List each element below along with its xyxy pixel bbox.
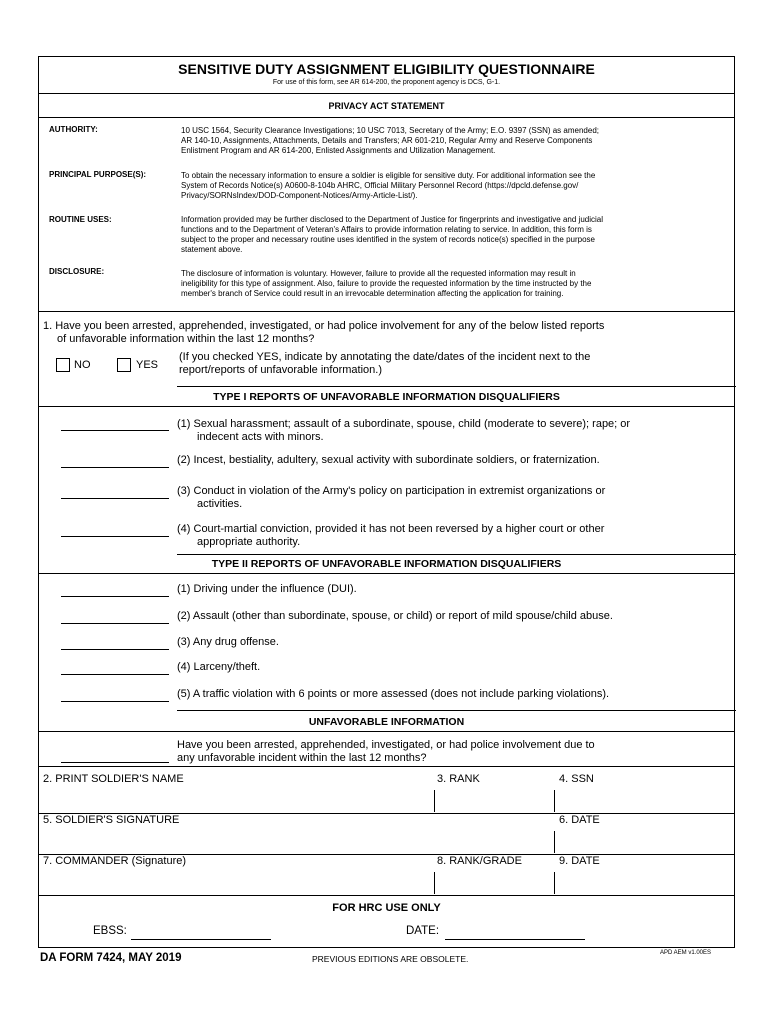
rank-grade-field[interactable] (437, 870, 552, 894)
authority-text (181, 126, 721, 156)
date-9-label: 9. DATE (559, 855, 600, 867)
disclosure-text (181, 269, 721, 299)
routine-uses-text (181, 215, 721, 255)
divider (177, 710, 736, 711)
soldier-name-label: 2. PRINT SOLDIER'S NAME (43, 773, 184, 785)
yes-label: YES (136, 359, 159, 371)
date-6-field[interactable] (557, 829, 732, 853)
type-2-item-2-date-field[interactable] (61, 623, 169, 624)
type-2-item-3-date-field[interactable] (61, 649, 169, 650)
divider (39, 895, 734, 896)
divider (39, 573, 734, 574)
form-subtitle: For use of this form, see AR 614-200, the proponent agency is DCS, G-1. (272, 79, 501, 86)
routine-uses-line: subject to the proper and necessary routine uses identified in the system of records notice(s) specified in the purpose (181, 235, 596, 244)
unfavorable-date-field[interactable] (61, 762, 169, 763)
type-2-item-3: (3) Any drug offense. (177, 636, 279, 648)
version-label: APD AEM v1.00ES (660, 950, 712, 956)
commander-signature-label: 7. COMMANDER (Signature) (43, 855, 187, 867)
form-frame (38, 56, 735, 948)
type-2-item-4: (4) Larceny/theft. (177, 661, 261, 673)
question-1 (43, 320, 733, 346)
yes-checkbox[interactable] (117, 358, 131, 372)
type-1-item-1-date-field[interactable] (61, 430, 169, 431)
divider (554, 790, 555, 812)
soldier-signature-label: 5. SOLDIER'S SIGNATURE (43, 814, 180, 826)
disclosure-line: The disclosure of information is voluntary. However, failure to provide all the requested information may result in (181, 269, 576, 278)
item-line: (3) Conduct in violation of the Army's policy on participation in extremist organizations or (177, 485, 606, 497)
divider (554, 872, 555, 894)
type-2-item-2: (2) Assault (other than subordinate, spouse, or child) or report of mild spouse/child abuse. (177, 610, 613, 622)
unfavorable-question (177, 739, 717, 765)
hrc-date-field[interactable] (445, 939, 585, 940)
ssn-field[interactable] (557, 788, 732, 812)
type-1-item-3 (177, 485, 717, 511)
type-1-item-2-date-field[interactable] (61, 467, 169, 468)
item-line: (1) Sexual harassment; assault of a subordinate, spouse, child (moderate to severe); rape; or (177, 418, 631, 430)
rank-field[interactable] (437, 788, 552, 812)
item-line: (2) Incest, bestiality, adultery, sexual activity with subordinate soldiers, or fraternization. (177, 454, 600, 466)
divider (39, 93, 734, 94)
purpose-text (181, 171, 721, 201)
divider (177, 386, 736, 387)
purpose-line: System of Records Notice(s) A0600-8-104b AHRC, Official Military Personnel Record (https://dpcld.defense.gov/ (181, 181, 579, 190)
divider (554, 831, 555, 853)
question-1-line: of unfavorable information within the last 12 months? (57, 333, 315, 345)
type-2-item-5: (5) A traffic violation with 6 points or more assessed (does not include parking violations). (177, 688, 610, 700)
divider (39, 406, 734, 407)
routine-uses-label: ROUTINE USES: (49, 215, 112, 224)
disclosure-label: DISCLOSURE: (49, 267, 105, 276)
routine-uses-line: Information provided may be further disclosed to the Department of Justice for fingerprints and investigative and judicial (181, 215, 603, 224)
date-6-label: 6. DATE (559, 814, 600, 826)
type-1-item-4 (177, 523, 717, 549)
routine-uses-line: functions and to the Department of Veteran's Affairs to provide information relating to service. In addition, this form is (181, 225, 592, 234)
divider (39, 766, 734, 767)
type-2-heading: TYPE II REPORTS OF UNFAVORABLE INFORMATION DISQUALIFIERS (211, 558, 562, 570)
question-1-note (179, 351, 729, 377)
form-number: DA FORM 7424, MAY 2019 (40, 952, 182, 964)
unfavorable-line: any unfavorable incident within the last 12 months? (177, 752, 427, 764)
type-2-item-1-date-field[interactable] (61, 596, 169, 597)
purpose-label: PRINCIPAL PURPOSE(S): (49, 170, 147, 179)
type-2-item-1: (1) Driving under the influence (DUI). (177, 583, 357, 595)
rank-grade-label: 8. RANK/GRADE (437, 855, 522, 867)
soldier-name-field[interactable] (41, 788, 431, 812)
divider (177, 554, 736, 555)
item-line: indecent acts with minors. (197, 431, 324, 443)
note-line: (If you checked YES, indicate by annotating the date/dates of the incident next to the (179, 351, 591, 363)
authority-line: 10 USC 1564, Security Clearance Investigations; 10 USC 7013, Secretary of the Army; E.O. 9397 (SSN) as amended; (181, 126, 599, 135)
type-1-item-1 (177, 418, 717, 444)
divider (39, 117, 734, 118)
purpose-line: Privacy/SORNsIndex/DOD-Component-Notices/Army-Article-List/). (181, 191, 418, 200)
disclosure-line: member's branch of Service could result in an irrevocable determination affecting the application for training. (181, 289, 564, 298)
routine-uses-line: statement above. (181, 245, 243, 254)
divider (39, 731, 734, 732)
unfavorable-line: Have you been arrested, apprehended, investigated, or had police involvement due to (177, 739, 595, 751)
commander-signature-field[interactable] (41, 870, 431, 894)
type-2-item-4-date-field[interactable] (61, 674, 169, 675)
item-line: appropriate authority. (197, 536, 301, 548)
authority-line: AR 140-10, Assignments, Attachments, Details and Transfers; AR 601-210, Regular Army and Reserve Components (181, 136, 593, 145)
unfavorable-heading: UNFAVORABLE INFORMATION (308, 716, 465, 728)
soldier-signature-field[interactable] (41, 829, 551, 853)
form-title: SENSITIVE DUTY ASSIGNMENT ELIGIBILITY QUESTIONNAIRE (178, 61, 595, 77)
disclosure-line: ineligibility for this type of assignment. Also, failure to provide the requested information by the time instructed by the (181, 279, 592, 288)
type-1-item-4-date-field[interactable] (61, 536, 169, 537)
divider (434, 872, 435, 894)
hrc-date-label: DATE: (406, 925, 440, 937)
authority-line: Enlistment Program and AR 614-200, Enlisted Assignments and Utilization Management. (181, 146, 496, 155)
type-2-item-5-date-field[interactable] (61, 701, 169, 702)
no-label: NO (74, 359, 91, 371)
item-line: activities. (197, 498, 243, 510)
ebss-field[interactable] (131, 939, 271, 940)
type-1-item-3-date-field[interactable] (61, 498, 169, 499)
date-9-field[interactable] (557, 870, 732, 894)
privacy-heading: PRIVACY ACT STATEMENT (328, 101, 445, 111)
rank-label: 3. RANK (437, 773, 480, 785)
hrc-heading: FOR HRC USE ONLY (332, 902, 441, 914)
ssn-label: 4. SSN (559, 773, 594, 785)
item-line: (4) Court-martial conviction, provided it has not been reversed by a higher court or other (177, 523, 605, 535)
question-1-line: 1. Have you been arrested, apprehended, investigated, or had police involvement for any of the below listed reports (43, 320, 605, 332)
no-checkbox[interactable] (56, 358, 70, 372)
divider (434, 790, 435, 812)
divider (39, 311, 734, 312)
type-1-item-2 (177, 454, 717, 467)
ebss-label: EBSS: (93, 925, 127, 937)
note-line: report/reports of unfavorable information.) (179, 364, 382, 376)
obsolete-notice: PREVIOUS EDITIONS ARE OBSOLETE. (312, 954, 469, 964)
type-1-heading: TYPE I REPORTS OF UNFAVORABLE INFORMATION DISQUALIFIERS (213, 391, 560, 403)
authority-label: AUTHORITY: (49, 125, 98, 134)
purpose-line: To obtain the necessary information to ensure a soldier is eligible for sensitive duty. For additional information see the (181, 171, 596, 180)
